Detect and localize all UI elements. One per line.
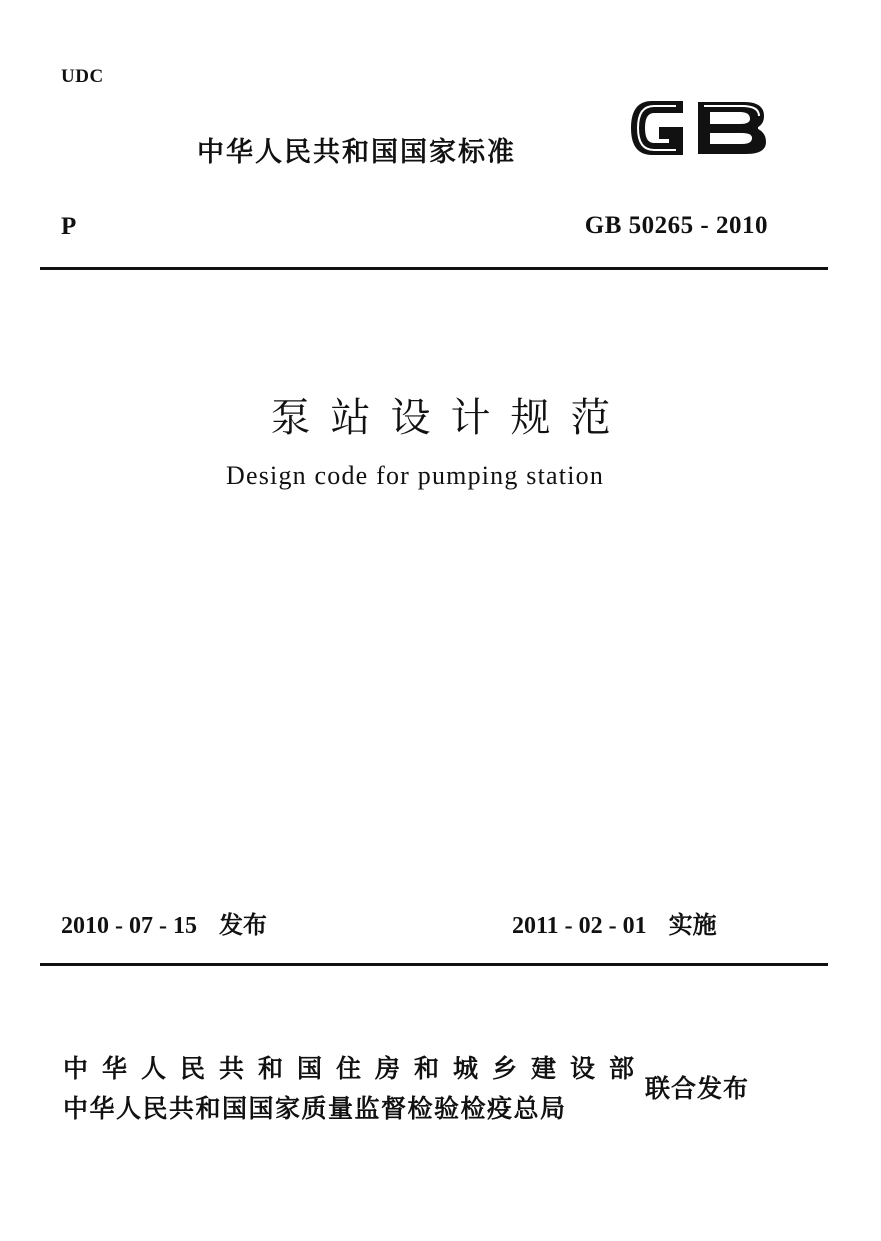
- udc-label: UDC: [61, 66, 104, 87]
- title-chinese: 泵站设计规范: [270, 395, 631, 441]
- category-letter: P: [61, 213, 77, 240]
- bottom-divider: [40, 963, 828, 966]
- standard-type: 中华人民共和国国家标准: [197, 137, 516, 168]
- implementation-date: 2011 - 02 - 01: [512, 913, 647, 939]
- issue-date: 2010 - 07 - 15: [61, 913, 197, 939]
- gb-logo-icon: [626, 92, 772, 164]
- implementation-date-line: [512, 905, 717, 940]
- gb-logo: [626, 92, 772, 164]
- title-english: Design code for pumping station: [225, 461, 605, 490]
- issuer-aqsiq: 中华人民共和国国家质量监督检验检疫总局: [63, 1094, 567, 1123]
- top-divider: [40, 267, 828, 270]
- joint-issue-label: 联合发布: [645, 1074, 750, 1103]
- implementation-label: 实施: [668, 911, 717, 939]
- issue-date-line: [61, 905, 267, 940]
- standard-number: GB 50265 - 2010: [584, 212, 768, 239]
- issue-label: 发布: [218, 911, 267, 939]
- issuer-ministry-housing: 中华人民共和国住房和城乡建设部: [63, 1054, 649, 1083]
